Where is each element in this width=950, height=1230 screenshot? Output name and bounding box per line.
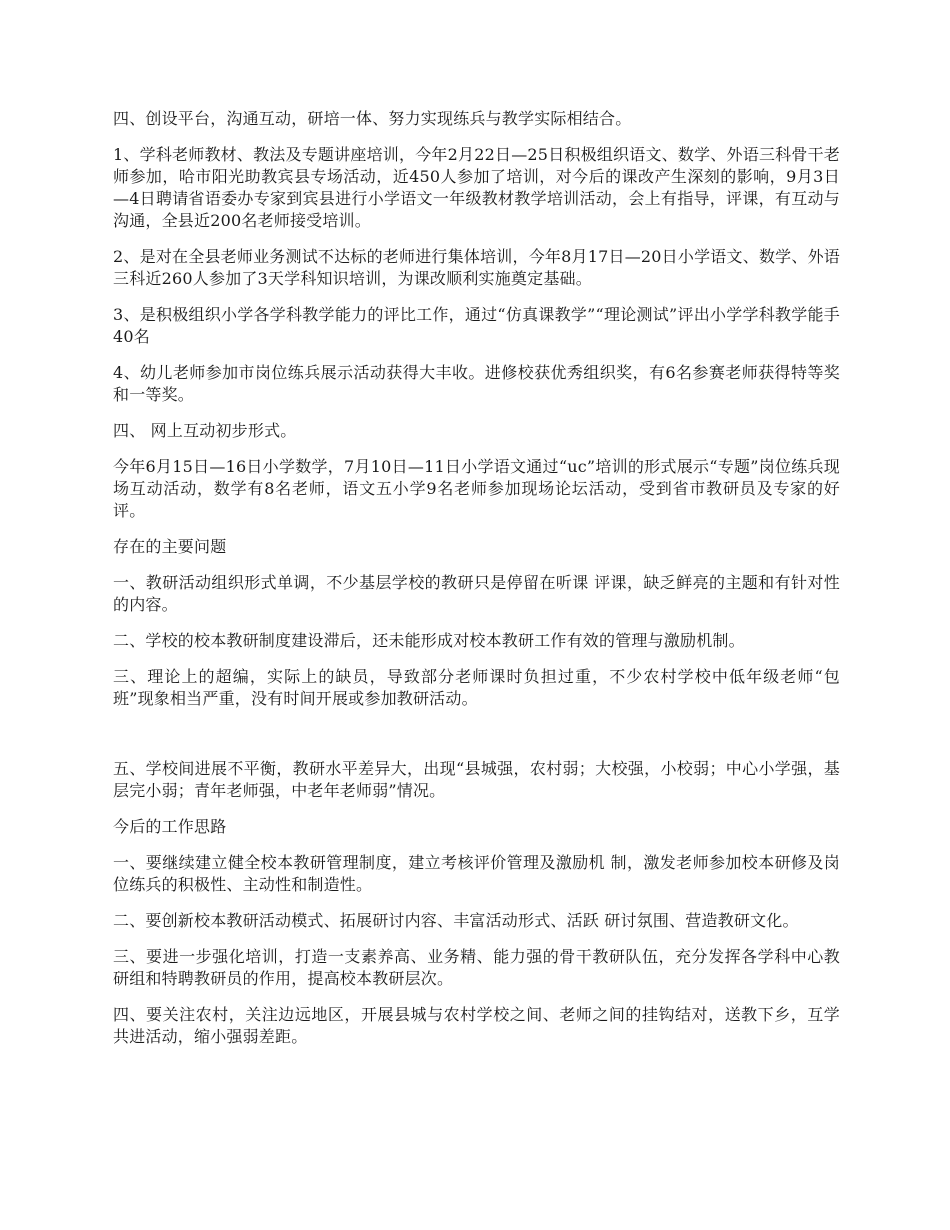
plan-item-1: 一、要继续建立健全校本教研管理制度，建立考核评价管理及激励机 制，激发老师参加校本研修及岗位练兵的积极性、主动性和制造性。	[113, 853, 840, 894]
paragraph-item-1: 1、学科老师教材、教法及专题讲座培训，今年2月22日—25日积极组织语文、数学、外语三科骨干老师参加，哈市阳光助教宾县专场活动，近450人参加了培训，对今后的课改产生深刻的影响，9月3日—4日聘请省语委办专家到宾县进行小学语文一年级教材教学培训活动，会上有指导，评课，有互动与沟通，全县近200名老师接受培训。	[113, 145, 840, 230]
blank-spacer	[113, 724, 840, 758]
paragraph-item-4: 4、幼儿老师参加市岗位练兵展示活动获得大丰收。进修校获优秀组织奖，有6名参赛老师获得特等奖和一等奖。	[113, 363, 840, 404]
plan-item-2: 二、要创新校本教研活动模式、拓展研讨内容、丰富活动形式、活跃 研讨氛围、营造教研文化。	[113, 911, 799, 930]
paragraph-item-2: 2、是对在全县老师业务测试不达标的老师进行集体培训，今年8月17日—20日小学语文、数学、外语三科近260人参加了3天学科知识培训，为课改顺利实施奠定基础。	[113, 247, 840, 288]
section-heading-platform: 四、创设平台，沟通互动，研培一体、努力实现练兵与教学实际相结合。	[113, 109, 632, 128]
problem-item-2: 二、学校的校本教研制度建设滞后，还未能形成对校本教研工作有效的管理与激励机制。	[113, 631, 745, 650]
section-heading-problems: 存在的主要问题	[113, 537, 227, 556]
plan-item-4: 四、要关注农村，关注边远地区，开展县城与农村学校之间、老师之间的挂钩结对，送教下乡，互学共进活动，缩小强弱差距。	[113, 1005, 840, 1046]
section-heading-future-work: 今后的工作思路	[113, 817, 227, 836]
problem-item-1: 一、教研活动组织形式单调，不少基层学校的教研只是停留在听课 评课，缺乏鲜亮的主题和有针对性的内容。	[113, 573, 840, 614]
paragraph-online-activity: 今年6月15日—16日小学数学，7月10日—11日小学语文通过“uc”培训的形式展示“专题”岗位练兵现场互动活动，数学有8名老师，语文五小学9名老师参加现场论坛活动，受到省市教研员及专家的好评。	[113, 457, 840, 520]
section-heading-online: 四、 网上互动初步形式。	[113, 421, 297, 440]
paragraph-item-3: 3、是积极组织小学各学科教学能力的评比工作，通过“仿真课教学”“理论测试”评出小学学科教学能手40名	[113, 305, 840, 346]
problem-item-5: 五、学校间进展不平衡，教研水平差异大，出现“县城强，农村弱；大校强，小校弱；中心小学强，基层完小弱；青年老师强，中老年老师弱”情况。	[113, 759, 840, 800]
problem-item-3: 三、理论上的超编，实际上的缺员，导致部分老师课时负担过重，不少农村学校中低年级老师“包班”现象相当严重，没有时间开展或参加教研活动。	[113, 667, 840, 708]
plan-item-3: 三、要进一步强化培训，打造一支素养高、业务精、能力强的骨干教研队伍，充分发挥各学科中心教研组和特聘教研员的作用，提高校本教研层次。	[113, 947, 840, 988]
document-body	[113, 108, 840, 1062]
